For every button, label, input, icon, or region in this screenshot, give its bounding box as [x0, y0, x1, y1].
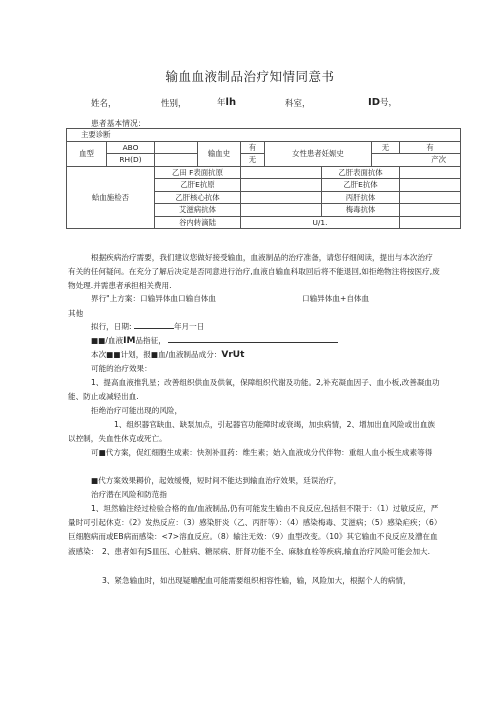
table-row: [67, 129, 461, 142]
component-line: [91, 348, 244, 362]
birth-count-label: [372, 154, 461, 167]
alt-label: 谷内转滴陆: [155, 216, 241, 229]
patient-info-table: [66, 128, 461, 229]
planned-date-line: [91, 320, 204, 334]
risks-item-2: 2、患者如有JS皿压、心脏病、糖尿病、肝肾功能不全、麻脉血栓等疾病,输血治疗风险可能会加大.: [102, 547, 431, 556]
hiv-value[interactable]: [241, 204, 322, 217]
paragraph-intro: 根据疾病治疗需要，我们建议您做好接受输血，血液制品的治疗准备，请您仔细阅读，提出与本次治疗有关的任何疑问。在充分了解后决定是否同意进行治疗,血液自输血科取回后将不能退回,如拒绝物注将按医疗,废物处理.并需患者承担相关费用.: [68, 253, 440, 291]
pre-transfusion-test-label: 蛤血施检否: [67, 166, 155, 229]
age-suffix: lh: [225, 97, 237, 108]
table-row: [67, 166, 461, 179]
abo-value[interactable]: [155, 141, 198, 154]
risks-heading: 治疗潜在风险和防范指: [91, 490, 167, 499]
alt-spacer: [400, 216, 461, 229]
age-label: [217, 96, 236, 108]
hbeab-label: 乙肝E抗体: [322, 179, 400, 192]
rh-label: RH(D): [107, 154, 155, 167]
transfusion-yes[interactable]: 有: [241, 141, 265, 154]
refusal-risk-heading: 拒绝治疗可能出现的风险，: [91, 406, 183, 415]
transfusion-history-label: 输血史: [198, 141, 241, 166]
id-label: [368, 96, 397, 108]
sex-label: 性别，: [161, 99, 187, 109]
planned-date-suffix: 年月一日: [173, 322, 205, 331]
hbcab-label: 乙肝核心抗体: [155, 191, 241, 204]
hcv-label: 丙肝抗体: [322, 191, 400, 204]
component-label: 本次■■计划，报■血/血液制品成分：: [91, 350, 222, 359]
syphilis-value[interactable]: [400, 204, 461, 217]
hcv-value[interactable]: [400, 191, 461, 204]
hbsab-label: 乙肝表面抗体: [322, 166, 400, 179]
plan-other: 其他: [68, 309, 84, 318]
plan-options-a: 界行"上方案：口输异体血口输自体血: [91, 294, 216, 303]
document-title: 输血血液制品治疗知情同意书: [165, 69, 335, 84]
pregnancy-no[interactable]: 无: [372, 141, 400, 154]
rh-value[interactable]: [155, 154, 198, 167]
hbsab-value[interactable]: [400, 166, 461, 179]
hbcab-value[interactable]: [241, 191, 322, 204]
indication-suffix: 品指征，: [135, 336, 166, 345]
hbeag-label: 乙肝E抗原: [155, 179, 241, 192]
name-label: 姓名，: [91, 99, 117, 109]
risks-item-3: 3、紧急输血时，如出现疑雕配血可能需要组织相容性输，输，风险加大，根据个人的病情，: [102, 576, 411, 585]
indication-prefix: ■■/血液: [91, 336, 124, 345]
alternatives-effect: ■代方案效果耨价，起效缓慢，短时间不能达到输血治疗效果，廷误治疗，: [91, 476, 342, 485]
basic-info-label: 患者基本情况：: [91, 119, 146, 128]
risks-item-1: 1、坦然输注经过检验合格的血/血液制品,仍有可能发生输由不良反应,包括但不限于：（1）过敏反应，严量时可引起休克：《2》发热反应：（3）感染肝炎（乙、丙肝等）：（4）感染梅毒、艾滋病；（5）感染疟疾；（6）巨细胞病而或EB病而感染：<7>溶血反应。（8）输注无效：（9）血型改变。（10》其它输血不良反应及漕在血液感染：: [68, 504, 439, 556]
blood-type-label: 血型: [67, 141, 107, 166]
birth-count-text: 产次: [431, 155, 447, 165]
indication-line: [91, 334, 338, 348]
table-row: [67, 154, 461, 167]
component-value: VrUt: [221, 350, 245, 360]
hbsag-label: 乙田 F表面抗原: [155, 166, 241, 179]
plan-options-b: 口输异体血+自体血: [302, 294, 370, 303]
id-suffix: 号，: [380, 98, 398, 108]
effects-heading: 可能的治疗效果：: [91, 364, 152, 373]
table-row: [67, 141, 461, 154]
hiv-label: 艾滋病抗体: [155, 204, 241, 217]
planned-date-label: 拟行，日期:: [91, 322, 132, 331]
main-diagnosis-label: 主要诊断: [67, 129, 461, 142]
syphilis-label: 梅毒抗体: [322, 204, 400, 217]
dept-label: 科室，: [285, 99, 311, 109]
refusal-risk-text: 1、组织器官缺血、缺泵加点，引起器官功能障时或衰竭，加虫病情，2、增加出血风险或出血族以控制，失血性休克或死亡。: [68, 420, 436, 444]
hbsag-value[interactable]: [241, 166, 322, 179]
transfusion-no[interactable]: 无: [241, 154, 265, 167]
pregnancy-history-label: 女性患者妊娠史: [265, 141, 372, 166]
age-prefix: 年: [217, 98, 226, 108]
effects-text: 1、提高血液推乳星；改善组织供血及供氧，保障组织代谢及功能。2,补充凝血因子、血小板,改善凝血功能、防止或减轻出血.: [68, 378, 440, 402]
id-bold: ID: [368, 97, 381, 108]
alt-unit: U/1.: [241, 216, 400, 229]
hbeab-value[interactable]: [400, 179, 461, 192]
indication-field[interactable]: [168, 334, 338, 343]
alternatives-text: 可■代方案，促红细胞生成素：快剂补皿药：维生素；始入血液成分代伴物：重组人血小板生成素等得: [91, 448, 433, 457]
abo-label: ABO: [107, 141, 155, 154]
indication-bold: IM: [123, 336, 136, 346]
planned-date-field[interactable]: [134, 320, 174, 329]
hbeag-value[interactable]: [241, 179, 322, 192]
pregnancy-yes[interactable]: 有: [400, 141, 461, 154]
